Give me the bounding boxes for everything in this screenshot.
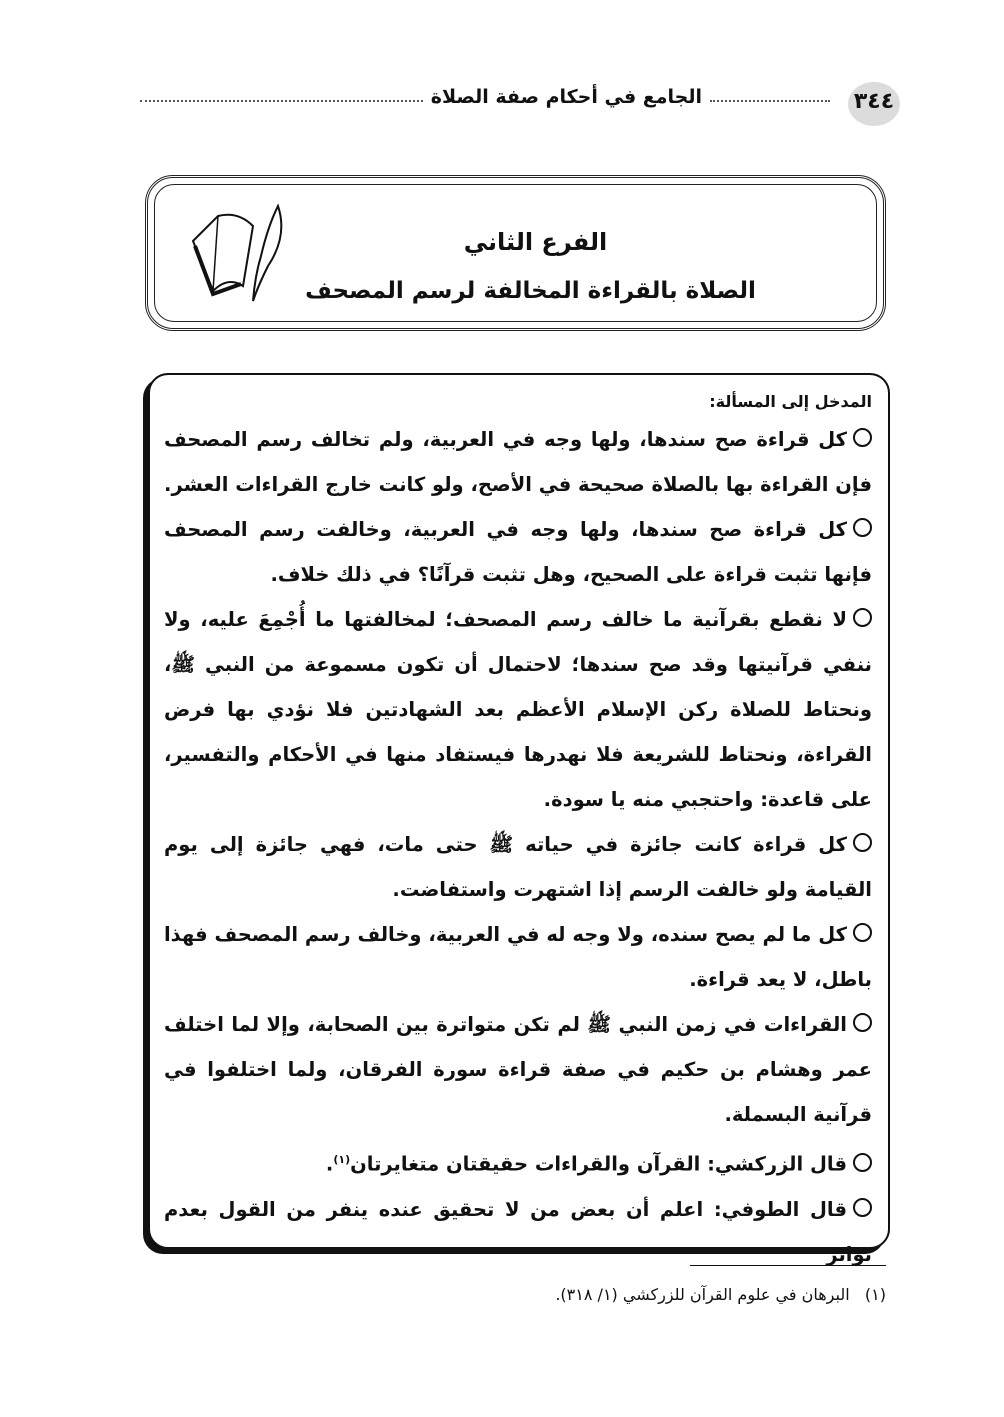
circle-bullet-icon xyxy=(853,608,872,627)
footnote-ref[interactable]: (١) xyxy=(333,1153,351,1166)
footnote-number: (١) xyxy=(864,1285,886,1304)
section-subtitle: الصلاة بالقراءة المخالفة لرسم المصحف xyxy=(305,278,756,304)
list-item: قال الطوفي: اعلم أن بعض من لا تحقيق عنده ينفر من القول بعدم تواتر xyxy=(164,1197,872,1266)
summary-box xyxy=(148,373,890,1266)
list-item: كل قراءة صح سندها، ولها وجه في العربية، وخالفت رسم المصحف فإنها تثبت قراءة على الصحيح، وهل تثبت قرآنًا؟ في ذلك خلاف. xyxy=(164,518,872,586)
list-item: كل قراءة كانت جائزة في حياته ﷺ حتى مات، فهي جائزة إلى يوم القيامة ولو خالفت الرسم إذا اشتهرت واستفاضت. xyxy=(164,833,872,901)
header-dots-left xyxy=(140,100,423,102)
list-item: كل ما لم يصح سنده، ولا وجه له في العربية، وخالف رسم المصحف فهذا باطل، لا يعد قراءة. xyxy=(164,923,872,991)
page-number: ٣٤٤ xyxy=(848,82,900,126)
header-dots-right xyxy=(710,100,830,102)
intro-heading: المدخل إلى المسألة: xyxy=(709,392,872,411)
circle-bullet-icon xyxy=(853,428,872,447)
circle-bullet-icon xyxy=(853,1198,872,1217)
circle-bullet-icon xyxy=(853,833,872,852)
circle-bullet-icon xyxy=(853,1153,872,1172)
header-title-row xyxy=(140,86,830,108)
section-title-box xyxy=(145,175,886,331)
running-header xyxy=(140,82,900,122)
circle-bullet-icon xyxy=(853,923,872,942)
list-item: كل قراءة صح سندها، ولها وجه في العربية، ولم تخالف رسم المصحف فإن القراءة بها بالصلاة صحيحة في الأصح، ولو كانت خارج القراءات العشر. xyxy=(164,428,872,496)
circle-bullet-icon xyxy=(853,518,872,537)
footnote xyxy=(555,1285,886,1304)
circle-bullet-icon xyxy=(853,1013,872,1032)
list-item: قال الزركشي: القرآن والقراءات حقيقتان متغايرتان$^{(١)}$. xyxy=(164,1137,872,1187)
branch-heading: الفرع الثاني xyxy=(463,228,608,256)
summary-content xyxy=(164,387,872,1277)
list-item: لا نقطع بقرآنية ما خالف رسم المصحف؛ لمخالفتها ما أُجْمِعَ عليه، ولا ننفي قرآنيتها وقد صح سندها؛ لاحتمال أن تكون مسموعة من النبي ﷺ، ونحتاط للصلاة ركن الإسلام الأعظم بعد الشهادتين فلا نؤدي بها فرض القراءة، ونحتاط للشريعة فلا نهدرها فيستفاد منها في الأحكام والتفسير، على قاعدة: واحتجبي منه يا سودة. xyxy=(164,608,872,811)
footnote-text: البرهان في علوم القرآن للزركشي (١/ ٣١٨). xyxy=(555,1285,850,1304)
list-item: القراءات في زمن النبي ﷺ لم تكن متواترة بين الصحابة، وإلا لما اختلف عمر وهشام بن حكيم في صفة قراءة سورة الفرقان، ولما اختلفوا في قرآنية البسملة. xyxy=(164,1013,872,1126)
book-title: الجامع في أحكام صفة الصلاة xyxy=(430,86,702,108)
footnote-separator xyxy=(690,1265,886,1266)
